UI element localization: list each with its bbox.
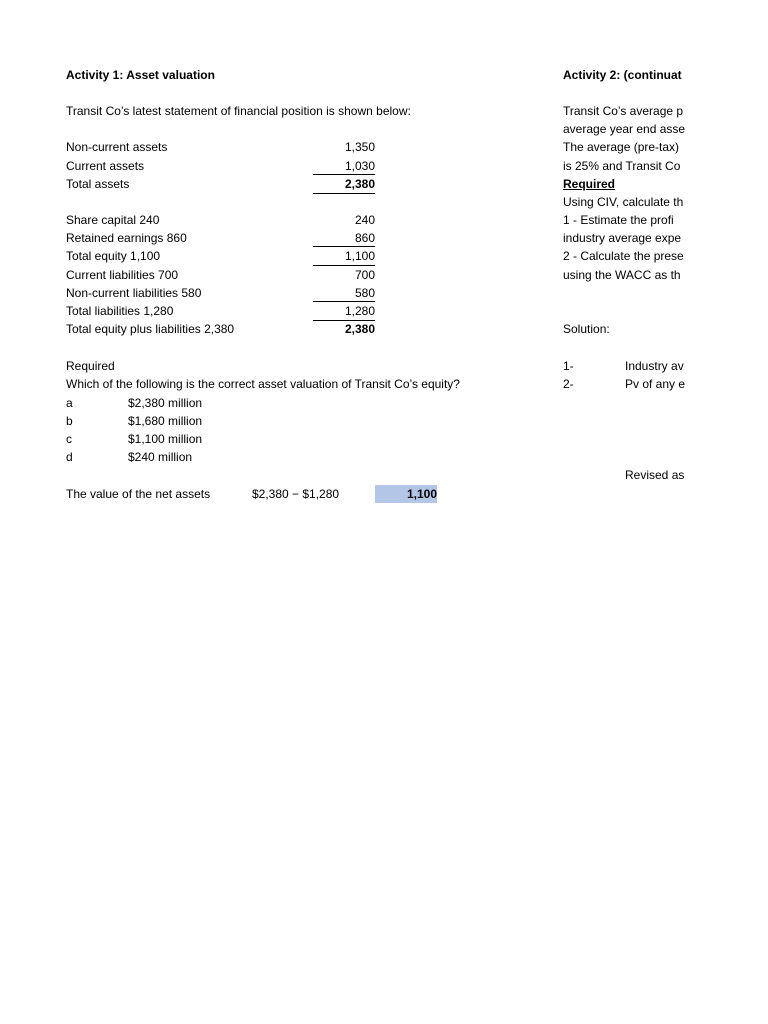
required-label: Required: [66, 359, 115, 373]
row-label: Non-current assets: [66, 140, 168, 154]
row-label: Non-current liabilities 580: [66, 286, 202, 300]
activity1-intro: Transit Co’s latest statement of financial position is shown below:: [66, 104, 411, 118]
option-letter: a: [66, 396, 73, 410]
answer-result: 1,100: [406, 487, 437, 501]
row-value: 1,030: [344, 159, 375, 173]
row-value: 1,350: [344, 140, 375, 154]
option-letter: b: [66, 414, 73, 428]
option-letter: c: [66, 432, 72, 446]
activity2-title: Activity 2: (continuat: [563, 68, 682, 82]
question-text: Which of the following is the correct asset valuation of Transit Co’s equity?: [66, 377, 460, 391]
activity2-line: Using CIV, calculate th: [563, 195, 684, 209]
row-label: Share capital 240: [66, 213, 160, 227]
activity2-line: is 25% and Transit Co: [563, 159, 681, 173]
subtotal-rule: [313, 301, 375, 302]
activity2-line: using the WACC as th: [563, 268, 681, 282]
row-value: 580: [354, 286, 375, 300]
row-value: 860: [354, 231, 375, 245]
step-number: 1-: [563, 359, 574, 373]
row-label: Total assets: [66, 177, 130, 191]
activity1-title: Activity 1: Asset valuation: [66, 68, 215, 82]
option-letter: d: [66, 450, 73, 464]
option-text: $240 million: [128, 450, 193, 464]
subtotal-rule: [313, 265, 375, 266]
activity2-line: The average (pre-tax): [563, 140, 680, 154]
row-value: 1,100: [344, 249, 375, 263]
row-label: Current liabilities 700: [66, 268, 179, 282]
subtotal-rule: [313, 174, 375, 175]
solution-label: Solution:: [563, 322, 610, 336]
activity2-line: average year end asse: [563, 122, 686, 136]
option-text: $2,380 million: [128, 396, 203, 410]
activity2-line: Transit Co’s average p: [563, 104, 684, 118]
row-label: Total liabilities 1,280: [66, 304, 174, 318]
row-value: 700: [354, 268, 375, 282]
option-text: $1,100 million: [128, 432, 203, 446]
activity2-line: 1 - Estimate the profi: [563, 213, 674, 227]
activity2-line: industry average expe: [563, 231, 682, 245]
step-text: Industry av: [625, 359, 684, 373]
answer-formula: $2,380 − $1,280: [252, 487, 340, 501]
row-value: 240: [354, 213, 375, 227]
total-equity-liabilities-value: 2,380: [344, 322, 375, 336]
revised-label: Revised as: [625, 468, 685, 482]
row-label: Total equity 1,100: [66, 249, 161, 263]
total-rule: [313, 193, 375, 194]
answer-label: The value of the net assets: [66, 487, 211, 501]
option-text: $1,680 million: [128, 414, 203, 428]
row-label: Retained earnings 860: [66, 231, 187, 245]
step-text: Pv of any e: [625, 377, 686, 391]
row-value: 1,280: [344, 304, 375, 318]
subtotal-rule: [313, 246, 375, 247]
row-label: Current assets: [66, 159, 145, 173]
activity2-line: 2 - Calculate the prese: [563, 249, 684, 263]
subtotal-rule: [313, 320, 375, 321]
row-label: Total equity plus liabilities 2,380: [66, 322, 235, 336]
activity2-required-heading: Required: [563, 177, 616, 191]
step-number: 2-: [563, 377, 574, 391]
total-assets-value: 2,380: [344, 177, 375, 191]
